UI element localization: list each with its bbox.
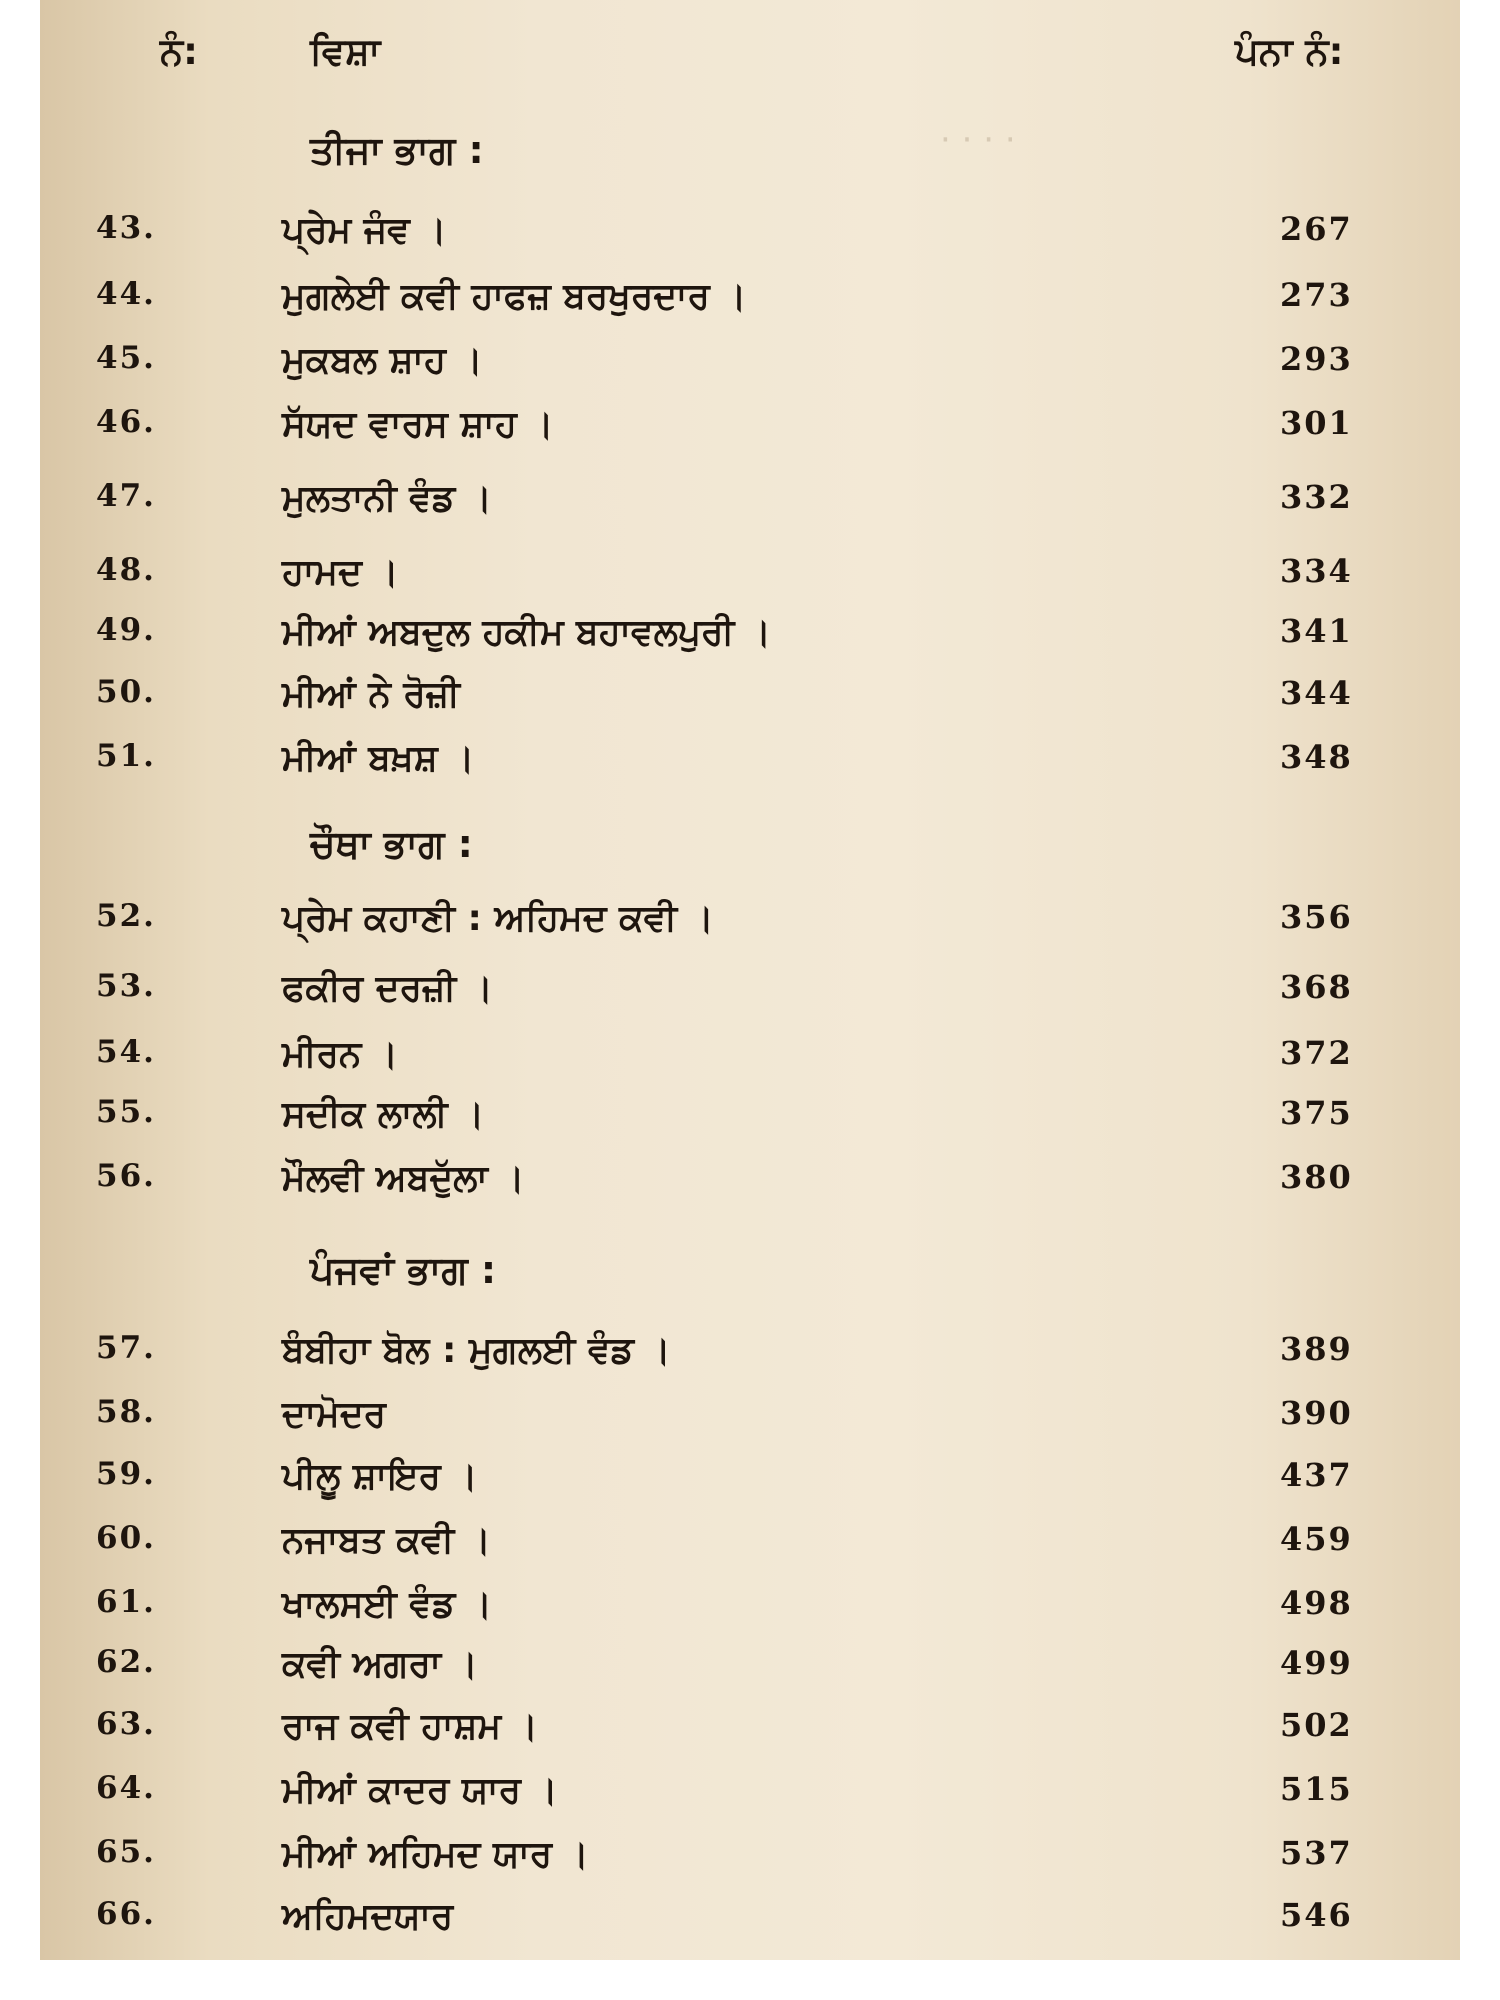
entry-title: ਮੁਗਲੇਈ ਕਵੀ ਹਾਫਜ਼ ਬਰਖੁਰਦਾਰ ।	[282, 276, 747, 317]
toc-row	[40, 1584, 1460, 1634]
entry-page: 293	[1280, 340, 1353, 378]
toc-row	[40, 1094, 1460, 1144]
entry-title: ਰਾਜ ਕਵੀ ਹਾਸ਼ਮ ।	[282, 1706, 538, 1747]
entry-page: 459	[1280, 1520, 1353, 1558]
entry-page: 344	[1280, 674, 1353, 712]
toc-row	[40, 478, 1460, 528]
entry-number: 66.	[96, 1896, 156, 1932]
entry-number: 49.	[96, 612, 156, 648]
entry-title: ਮੁਲਤਾਨੀ ਵੰਡ ।	[282, 478, 492, 519]
toc-row	[40, 1034, 1460, 1084]
entry-title: ਮੀਰਨ ।	[282, 1034, 399, 1075]
entry-title: ਫਕੀਰ ਦਰਜ਼ੀ ।	[282, 968, 494, 1009]
entry-page: 390	[1280, 1394, 1353, 1432]
entry-title: ਮੀਆਂ ਅਬਦੁਲ ਹਕੀਮ ਬਹਾਵਲਪੁਰੀ ।	[282, 612, 772, 653]
entry-number: 44.	[96, 276, 156, 312]
entry-page: 375	[1280, 1094, 1353, 1132]
entry-title: ਪੀਲੂ ਸ਼ਾਇਰ ।	[282, 1456, 478, 1497]
entry-page: 301	[1280, 404, 1353, 442]
entry-title: ਦਾਮੋਦਰ	[282, 1394, 386, 1435]
entry-number: 47.	[96, 478, 156, 514]
entry-title: ਮੌਲਵੀ ਅਬਦੁੱਲਾ ।	[282, 1158, 525, 1199]
entry-number: 57.	[96, 1330, 156, 1366]
entry-title: ਖਾਲਸਈ ਵੰਡ ।	[282, 1584, 493, 1625]
entry-number: 45.	[96, 340, 156, 376]
entry-title: ਮੁਕਬਲ ਸ਼ਾਹ ।	[282, 340, 483, 381]
entry-number: 46.	[96, 404, 156, 440]
toc-row	[40, 612, 1460, 662]
entry-page: 437	[1280, 1456, 1353, 1494]
entry-title: ਅਹਿਮਦਯਾਰ	[282, 1896, 454, 1937]
toc-row	[40, 340, 1460, 390]
bleed-through-text: · · · ·	[940, 120, 1016, 160]
toc-row	[40, 1706, 1460, 1756]
entry-number: 43.	[96, 210, 156, 246]
entry-title: ਮੀਆਂ ਅਹਿਮਦ ਯਾਰ ।	[282, 1834, 589, 1875]
entry-page: 502	[1280, 1706, 1353, 1744]
entry-title: ਕਵੀ ਅਗਰਾ ।	[282, 1644, 478, 1685]
entry-title: ਮੀਆਂ ਨੇ ਰੋਜ਼ੀ	[282, 674, 460, 715]
entry-number: 62.	[96, 1644, 156, 1680]
entry-number: 64.	[96, 1770, 156, 1806]
toc-row	[40, 1770, 1460, 1820]
entry-page: 499	[1280, 1644, 1353, 1682]
entry-page: 389	[1280, 1330, 1353, 1368]
entry-number: 65.	[96, 1834, 156, 1870]
entry-page: 380	[1280, 1158, 1353, 1196]
entry-number: 48.	[96, 552, 156, 588]
entry-title: ਸੱਯਦ ਵਾਰਸ ਸ਼ਾਹ ।	[282, 404, 554, 445]
entry-page: 356	[1280, 898, 1353, 936]
toc-row	[40, 1330, 1460, 1380]
toc-row	[40, 738, 1460, 788]
entry-title: ਪ੍ਰੇਮ ਜੰਵ ।	[282, 210, 447, 251]
toc-row	[40, 1896, 1460, 1946]
toc-row	[40, 210, 1460, 260]
scanned-page	[40, 0, 1460, 1960]
entry-title: ਸਦੀਕ ਲਾਲੀ ।	[282, 1094, 485, 1135]
toc-row	[40, 1520, 1460, 1570]
entry-page: 332	[1280, 478, 1353, 516]
toc-row	[40, 1644, 1460, 1694]
header-page: ਪੰਨਾ ਨੰ:	[1235, 30, 1344, 73]
entry-title: ਹਾਮਦ ।	[282, 552, 399, 593]
entry-number: 59.	[96, 1456, 156, 1492]
section-title: ਤੀਜਾ ਭਾਗ :	[310, 128, 484, 172]
entry-title: ਮੀਆਂ ਬਖ਼ਸ਼ ।	[282, 738, 475, 779]
entry-page: 498	[1280, 1584, 1353, 1622]
toc-row	[40, 898, 1460, 948]
toc-row	[40, 674, 1460, 724]
entry-page: 267	[1280, 210, 1353, 248]
entry-page: 341	[1280, 612, 1353, 650]
entry-page: 273	[1280, 276, 1353, 314]
entry-title: ਬੰਬੀਹਾ ਬੋਲ : ਮੁਗਲਈ ਵੰਡ ।	[282, 1330, 671, 1371]
section-title: ਚੌਥਾ ਭਾਗ :	[310, 822, 473, 866]
toc-row	[40, 404, 1460, 454]
entry-page: 368	[1280, 968, 1353, 1006]
entry-number: 55.	[96, 1094, 156, 1130]
toc-row	[40, 1158, 1460, 1208]
entry-number: 52.	[96, 898, 156, 934]
toc-row	[40, 552, 1460, 602]
entry-number: 61.	[96, 1584, 156, 1620]
entry-title: ਮੀਆਂ ਕਾਦਰ ਯਾਰ ।	[282, 1770, 558, 1811]
section-title: ਪੰਜਵਾਂ ਭਾਗ :	[310, 1248, 497, 1292]
header-subject: ਵਿਸ਼ਾ	[310, 30, 381, 73]
entry-title: ਨਜਾਬਤ ਕਵੀ ।	[282, 1520, 492, 1561]
toc-row	[40, 968, 1460, 1018]
entry-page: 372	[1280, 1034, 1353, 1072]
header-number: ਨੰ:	[160, 30, 198, 73]
toc-row	[40, 1456, 1460, 1506]
entry-page: 334	[1280, 552, 1353, 590]
entry-number: 51.	[96, 738, 156, 774]
entry-number: 54.	[96, 1034, 156, 1070]
entry-number: 53.	[96, 968, 156, 1004]
entry-title: ਪ੍ਰੇਮ ਕਹਾਣੀ : ਅਹਿਮਦ ਕਵੀ ।	[282, 898, 714, 939]
entry-number: 58.	[96, 1394, 156, 1430]
entry-number: 63.	[96, 1706, 156, 1742]
toc-row	[40, 1834, 1460, 1884]
entry-number: 56.	[96, 1158, 156, 1194]
entry-page: 515	[1280, 1770, 1353, 1808]
entry-number: 50.	[96, 674, 156, 710]
entry-number: 60.	[96, 1520, 156, 1556]
entry-page: 546	[1280, 1896, 1353, 1934]
toc-row	[40, 1394, 1460, 1444]
entry-page: 537	[1280, 1834, 1353, 1872]
entry-page: 348	[1280, 738, 1353, 776]
toc-row	[40, 276, 1460, 326]
